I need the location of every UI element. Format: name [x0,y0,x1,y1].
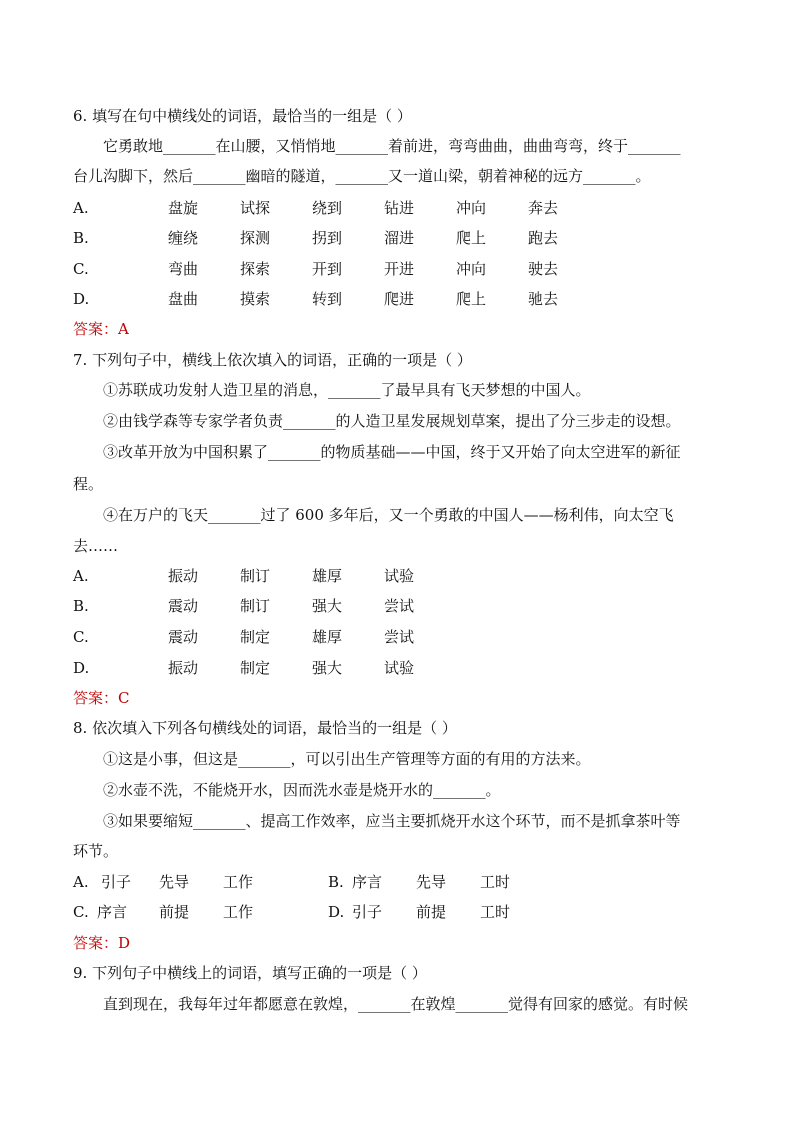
q6-stem: 6. 填写在句中横线处的词语，最恰当的一组是（ ） [73,107,412,125]
q7-stem: 7. 下列句子中，横线上依次填入的词语，正确的一项是（ ） [73,351,472,369]
q7-sentence-3: ③改革开放为中国积累了_______的物质基础——中国，终于又开始了向太空进军的新征 [103,443,681,461]
q6-answer: 答案：A [73,320,129,338]
q9-passage-line-1: 直到现在，我每年过年都愿意在敦煌，_______在敦煌_______觉得有回家的感觉。有时候 [103,995,689,1013]
q9-stem: 9. 下列句子中横线上的词语，填写正确的一项是（ ） [73,964,427,982]
q8-sentence-2: ②水壶不洗，不能烧开水，因而洗水壶是烧开水的_______。 [103,781,501,799]
q7-sentence-3-cont: 程。 [73,475,104,493]
q7-sentence-4: ④在万户的飞天_______过了 600 多年后，又一个勇敢的中国人——杨利伟，向太空飞 [103,506,674,524]
q7-sentence-2: ②由钱学森等专家学者负责_______的人造卫星发展规划草案，提出了分三步走的设想。 [103,412,681,430]
q8-sentence-3-cont: 环节。 [73,842,119,860]
q7-answer: 答案：C [73,689,130,707]
q7-option-d: D. 振动 制定 强大 试验 [73,659,415,677]
q8-option-row-2: C. 序言 前提 工作 D. 引子 前提 工时 [73,903,511,921]
q7-option-a: A. 振动 制订 雄厚 试验 [73,567,415,585]
q7-sentence-1: ①苏联成功发射人造卫星的消息，_______了最早具有飞天梦想的中国人。 [103,381,591,399]
q6-option-b: B. 缠绕 探测 拐到 溜进 爬上 跑去 [73,229,559,247]
q6-option-d: D. 盘曲 摸索 转到 爬进 爬上 驰去 [73,290,559,308]
q7-option-c: C. 震动 制定 雄厚 尝试 [73,628,415,646]
q8-stem: 8. 依次填入下列各句横线处的词语，最恰当的一组是（ ） [73,719,457,737]
q8-sentence-3: ③如果要缩短_______、提高工作效率，应当主要抓烧开水这个环节，而不是抓拿茶叶等 [103,812,681,830]
q6-passage-line-1: 它勇敢地_______在山腰，又悄悄地_______着前进，弯弯曲曲，曲曲弯弯，终于_______ [103,137,681,155]
q8-sentence-1: ①这是小事，但这是_______，可以引出生产管理等方面的有用的方法来。 [103,750,591,768]
q6-passage-line-2: 台儿沟脚下，然后_______幽暗的隧道，_______又一道山梁，朝着神秘的远方_______。 [73,167,651,185]
q8-answer: 答案：D [73,934,131,952]
q7-option-b: B. 震动 制订 强大 尝试 [73,597,415,615]
q6-option-c: C. 弯曲 探索 开到 开进 冲向 驶去 [73,260,559,278]
q7-sentence-4-cont: 去…… [73,537,119,555]
q6-option-a: A. 盘旋 试探 绕到 钻进 冲向 奔去 [73,199,559,217]
q8-option-row-1: A. 引子 先导 工作 B. 序言 先导 工时 [73,873,511,891]
